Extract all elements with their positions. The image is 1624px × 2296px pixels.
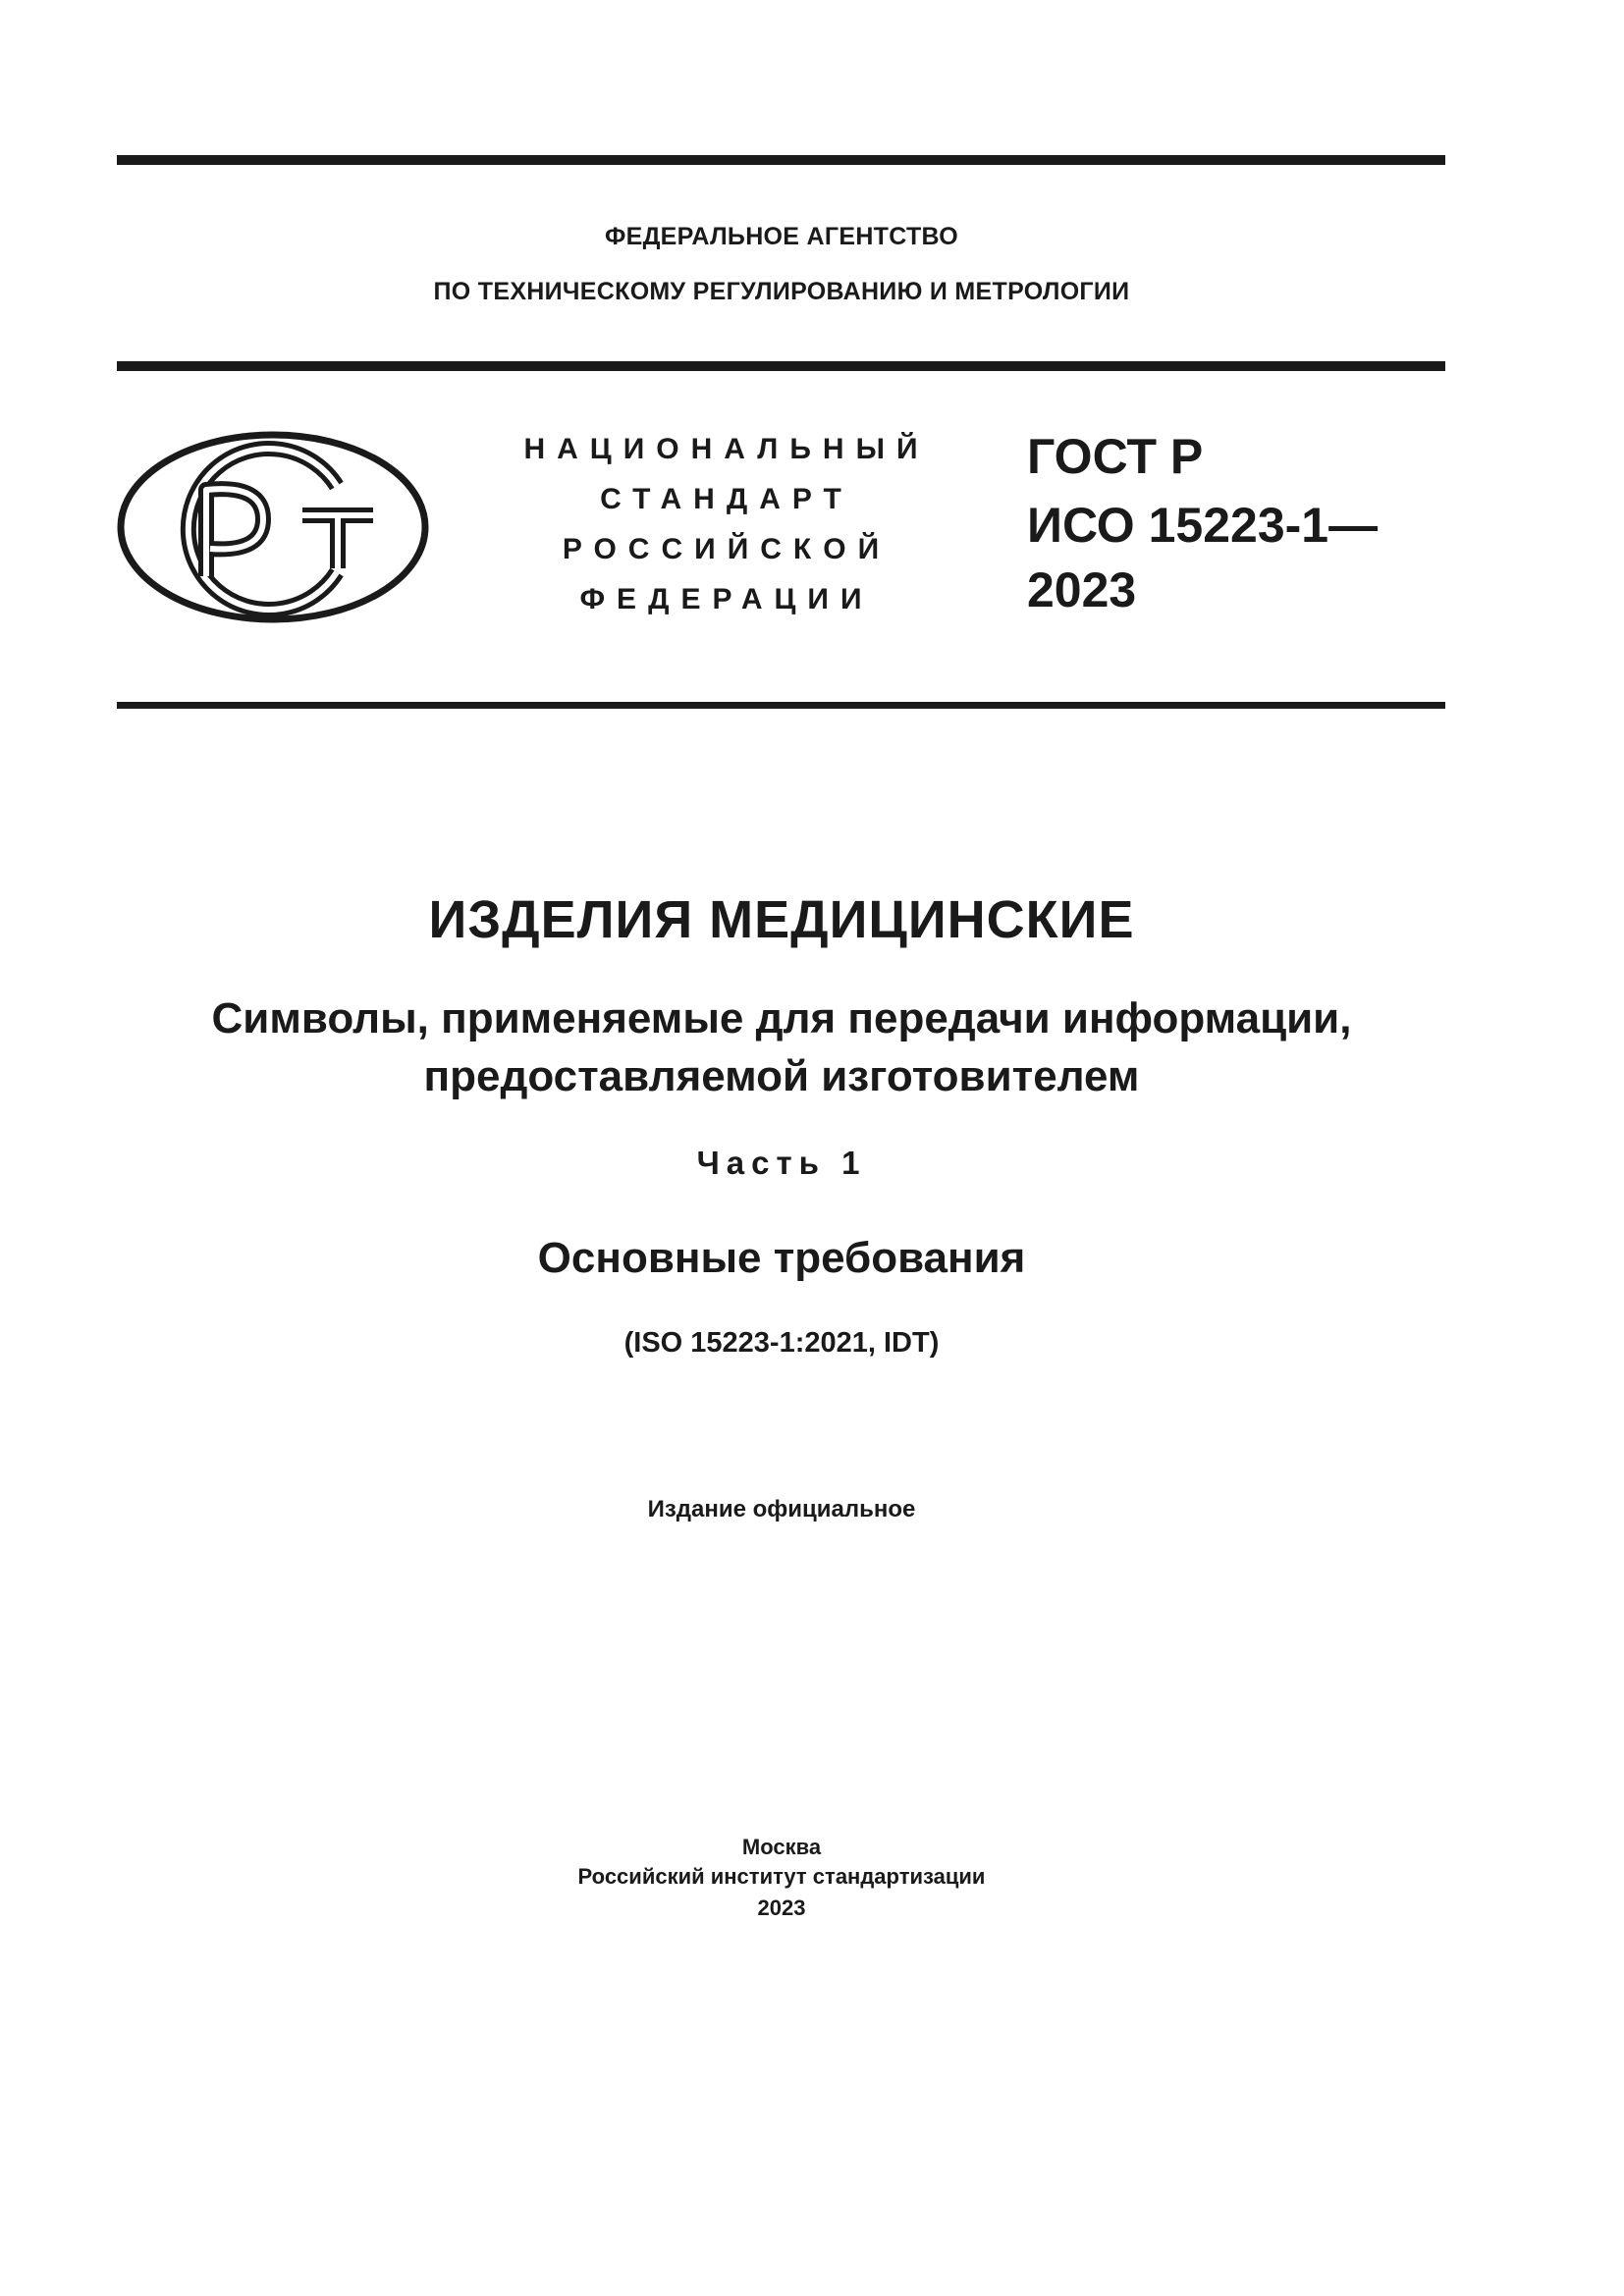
document-subtitle-line-1: Символы, применяемые для передачи информации, <box>211 994 1352 1042</box>
national-standard-line-1: НАЦИОНАЛЬНЫЙ <box>523 433 930 465</box>
header-rule <box>117 361 1445 371</box>
imprint-year: 2023 <box>757 1896 806 1920</box>
agency-line-1: ФЕДЕРАЛЬНОЕ АГЕНТСТВО <box>604 223 959 250</box>
rst-certification-mark-icon <box>116 429 430 625</box>
national-standard-line-2: СТАНДАРТ <box>600 483 853 515</box>
part-number: Часть 1 <box>696 1145 867 1181</box>
standard-designation-line-1: ГОСТ Р <box>1027 429 1204 484</box>
standard-designation-line-2: ИСО 15223-1— <box>1027 498 1379 553</box>
imprint-publisher: Российский институт стандартизации <box>577 1864 986 1889</box>
document-subtitle-line-2: предоставляемой изготовителем <box>423 1052 1140 1100</box>
agency-line-2: ПО ТЕХНИЧЕСКОМУ РЕГУЛИРОВАНИЮ И МЕТРОЛОГИИ <box>433 278 1130 305</box>
document-title: ИЗДЕЛИЯ МЕДИЦИНСКИЕ <box>428 890 1135 949</box>
header-bottom-rule <box>117 702 1445 709</box>
national-standard-line-3: РОССИЙСКОЙ <box>562 533 892 565</box>
part-title: Основные требования <box>537 1234 1026 1282</box>
top-rule <box>117 155 1445 165</box>
standard-designation-line-3: 2023 <box>1027 562 1137 617</box>
edition-label: Издание официальное <box>647 1496 916 1522</box>
imprint-city: Москва <box>741 1835 822 1859</box>
iso-reference: (ISO 15223-1:2021, IDT) <box>623 1327 940 1359</box>
national-standard-line-4: ФЕДЕРАЦИИ <box>579 583 874 615</box>
